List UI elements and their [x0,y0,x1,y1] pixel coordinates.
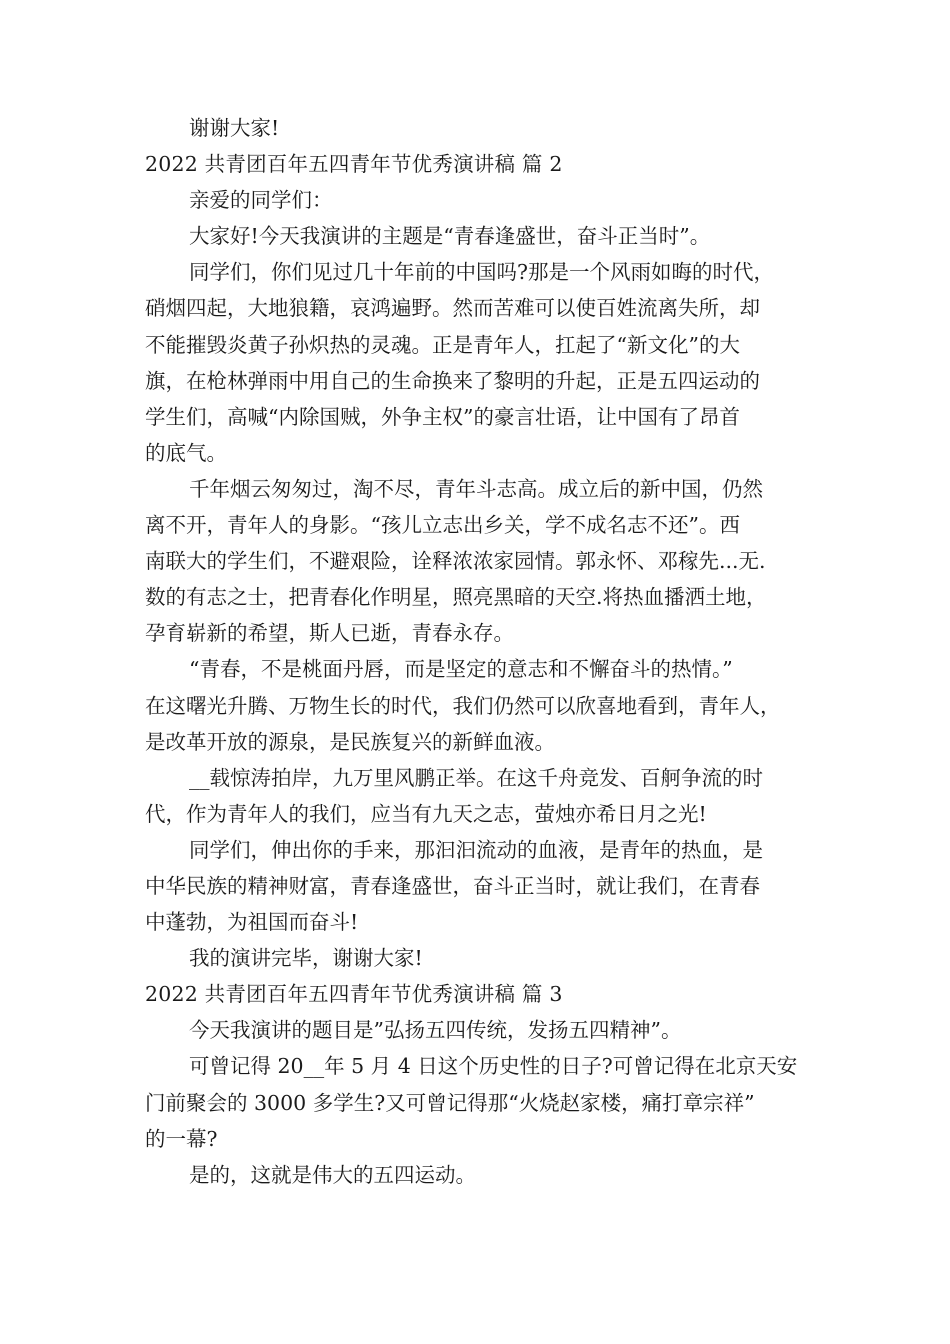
paragraph-line: 可曾记得 20__年 5 月 4 日这个历史性的日子?可曾记得在北京天安 [189,1054,798,1079]
paragraph-line: 是改革开放的源泉，是民族复兴的新鲜血液。 [145,729,555,754]
paragraph-line: 旗，在枪林弹雨中用自己的生命换来了黎明的升起，正是五四运动的 [145,368,760,393]
paragraph-line: 的一幕? [145,1126,218,1151]
greeting: 亲爱的同学们： [189,188,333,213]
section-heading-2: 2022 共青团百年五四青年节优秀演讲稿 篇 2 [145,152,563,177]
paragraph-line: 是的，这就是伟大的五四运动。 [189,1162,476,1187]
paragraph-line: 代，作为青年人的我们，应当有九天之志，萤烛亦希日月之光! [145,801,707,826]
paragraph-line: 孕育崭新的希望，斯人已逝，青春永存。 [145,621,514,646]
paragraph-line: 学生们，高喊“内除国贼，外争主权”的豪言壮语，让中国有了昂首 [145,404,740,429]
paragraph-line: 离不开，青年人的身影。“孩儿立志出乡关，学不成名志不还”。西 [145,513,740,538]
paragraph-line: 数的有志之士，把青春化作明星，照亮黑暗的天空.将热血播洒土地， [145,585,767,610]
paragraph-line: __载惊涛拍岸，九万里风鹏正举。在这千舟竞发、百舸争流的时 [189,765,763,790]
closing-line: 我的演讲完毕，谢谢大家! [189,946,423,971]
paragraph-line: 大家好!今天我演讲的主题是“青春逢盛世，奋斗正当时”。 [189,224,711,249]
paragraph-line: 同学们，伸出你的手来，那汩汩流动的血液，是青年的热血，是 [189,837,763,862]
paragraph-line: 的底气。 [145,440,227,465]
paragraph-line: 中华民族的精神财富，青春逢盛世，奋斗正当时，就让我们，在青春 [145,873,760,898]
paragraph-line: 在这曙光升腾、万物生长的时代，我们仍然可以欣喜地看到，青年人， [145,693,781,718]
paragraph-line: 不能摧毁炎黄子孙炽热的灵魂。正是青年人，扛起了“新文化”的大 [145,332,740,357]
paragraph-line: “青春，不是桃面丹唇，而是坚定的意志和不懈奋斗的热情。” [189,657,733,682]
closing-line: 谢谢大家! [189,116,280,140]
paragraph-line: 同学们，你们见过几十年前的中国吗?那是一个风雨如晦的时代， [189,260,774,285]
paragraph-line: 中蓬勃，为祖国而奋斗! [145,910,359,935]
section-heading-3: 2022 共青团百年五四青年节优秀演讲稿 篇 3 [145,982,563,1007]
paragraph-line: 门前聚会的 3000 多学生?又可曾记得那“火烧赵家楼，痛打章宗祥” [145,1090,755,1115]
paragraph-line: 南联大的学生们，不避艰险，诠释浓浓家园情。郭永怀、邓稼先...无. [145,549,766,574]
paragraph-line: 硝烟四起，大地狼籍，哀鸿遍野。然而苦难可以使百姓流离失所，却 [145,296,760,321]
document-page [145,110,810,1193]
paragraph-line: 今天我演讲的题目是”弘扬五四传统，发扬五四精神”。 [189,1018,682,1043]
paragraph-line: 千年烟云匆匆过，淘不尽，青年斗志高。成立后的新中国，仍然 [189,476,763,501]
